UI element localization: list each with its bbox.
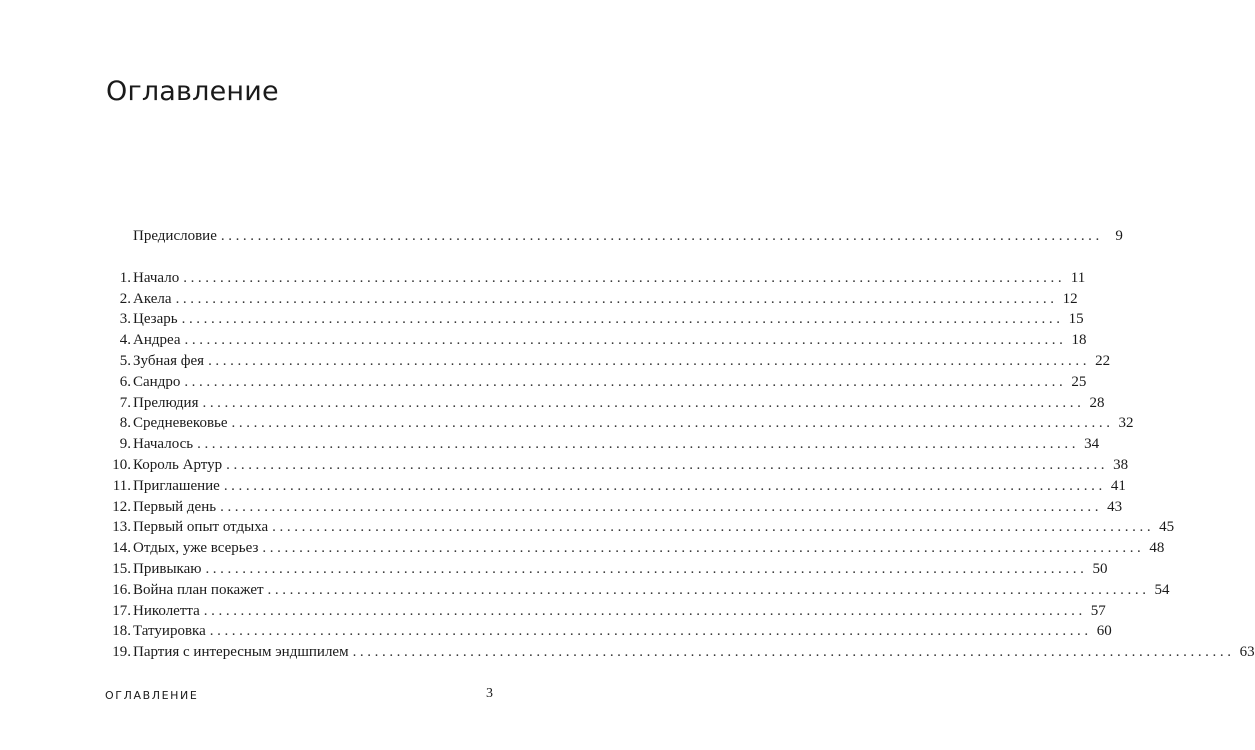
toc-entry-label: Война план покажет	[133, 581, 264, 598]
toc-entry-page: 11	[1070, 269, 1086, 286]
toc-entry-page: 50	[1092, 560, 1108, 577]
dot-leader: ........................................................................................................................	[208, 352, 1091, 369]
toc-entry-page: 41	[1110, 477, 1126, 494]
toc-entry-page: 38	[1113, 456, 1129, 473]
dot-leader: ........................................................................................................................	[352, 644, 1235, 661]
toc-entry-label: Средневековье	[133, 415, 228, 432]
toc-entry-number: 5.	[119, 352, 131, 369]
toc-entry	[104, 434, 1100, 455]
toc-entry-label: Предисловие	[133, 228, 217, 244]
dot-leader: ........................................................................................................................	[267, 581, 1150, 598]
toc-entry	[104, 559, 1108, 580]
toc-entry-label: Партия с интересным эндшпилем	[133, 644, 349, 661]
toc-entry-page: 9	[1115, 228, 1123, 244]
toc-entry-number: 15.	[112, 560, 131, 577]
toc-entry	[104, 413, 1134, 434]
toc-entry-label: Акела	[133, 290, 172, 307]
toc-entry	[104, 621, 1112, 642]
toc-entry	[104, 642, 1255, 663]
toc-entry-label: Сандро	[133, 373, 181, 390]
toc-entry-number: 16.	[112, 581, 131, 598]
toc-entry	[104, 309, 1084, 330]
dot-leader: ........................................................................................................................	[203, 602, 1086, 619]
toc-entry	[104, 538, 1165, 559]
running-head: ОГЛАВЛЕНИЕ	[105, 689, 199, 702]
toc-entry	[104, 455, 1129, 476]
dot-leader: ........................................................................................................................	[205, 560, 1088, 577]
dot-leader: ........................................................................................................................	[231, 415, 1114, 432]
toc-entry	[104, 393, 1105, 414]
toc-entry-page: 28	[1089, 394, 1105, 411]
dot-leader: ........................................................................................................................	[272, 519, 1155, 536]
toc-entry	[104, 580, 1170, 601]
toc-entry-label: Татуировка	[133, 623, 206, 640]
toc-entry-page: 34	[1084, 436, 1100, 453]
toc-entry-label: Цезарь	[133, 311, 178, 328]
dot-leader: ........................................................................................................................	[223, 477, 1106, 494]
table-of-contents	[104, 226, 1255, 663]
toc-entry-number: 2.	[119, 290, 131, 307]
page-title: Оглавление	[106, 76, 279, 107]
toc-entry-preface	[104, 226, 1123, 247]
toc-entry-label: Отдых, уже всерьез	[133, 540, 259, 557]
toc-entry-label: Николетта	[133, 602, 200, 619]
toc-entry-label: Король Артур	[133, 456, 223, 473]
toc-entry-page: 25	[1071, 373, 1087, 390]
dot-leader: ........................................................................................................................	[220, 498, 1103, 515]
toc-entry	[104, 497, 1123, 518]
toc-entry-number: 8.	[119, 415, 131, 432]
toc-entry-number: 18.	[112, 623, 131, 640]
toc-entry-page: 60	[1096, 623, 1112, 640]
toc-entry-label: Первый день	[133, 498, 217, 515]
toc-entry-page: 12	[1062, 290, 1078, 307]
dot-leader: ........................................................................................................................	[202, 394, 1085, 411]
toc-entry	[104, 517, 1175, 538]
dot-leader: ........................................................................................................................	[197, 436, 1080, 453]
toc-entry-page: 57	[1090, 602, 1106, 619]
toc-entry-page: 22	[1095, 352, 1111, 369]
toc-entry	[104, 289, 1078, 310]
toc-entry	[104, 372, 1087, 393]
dot-leader: ........................................................................................................................	[184, 373, 1067, 390]
toc-entry-label: Прелюдия	[133, 394, 199, 411]
toc-entry-label: Приглашение	[133, 477, 220, 494]
toc-entry	[104, 330, 1087, 351]
toc-entry-number: 11.	[112, 477, 131, 494]
toc-entry-number: 4.	[119, 332, 131, 349]
toc-entry-page: 18	[1071, 332, 1087, 349]
toc-entry-page: 63	[1239, 644, 1255, 661]
toc-entry-label: Первый опыт отдыха	[133, 519, 269, 536]
toc-entry-number: 3.	[119, 311, 131, 328]
toc-entry-number: 1.	[119, 269, 131, 286]
toc-entry	[104, 268, 1086, 289]
toc-entry-number: 9.	[119, 436, 131, 453]
toc-entry-number: 7.	[119, 394, 131, 411]
dot-leader: ........................................................................................................................	[220, 228, 1103, 244]
toc-entry-page: 32	[1118, 415, 1134, 432]
toc-entry-label: Привыкаю	[133, 560, 202, 577]
toc-entry-number: 19.	[112, 644, 131, 661]
dot-leader: ........................................................................................................................	[175, 290, 1058, 307]
dot-leader: ........................................................................................................................	[184, 332, 1067, 349]
toc-entry	[104, 601, 1106, 622]
dot-leader: ........................................................................................................................	[181, 311, 1064, 328]
dot-leader: ........................................................................................................................	[262, 540, 1145, 557]
toc-entry-label: Андреа	[133, 332, 181, 349]
toc-entry-page: 54	[1154, 581, 1170, 598]
chapter-list	[104, 268, 1255, 663]
toc-entry-number: 14.	[112, 540, 131, 557]
toc-entry-label: Зубная фея	[133, 352, 205, 369]
toc-entry-label: Началось	[133, 436, 194, 453]
toc-entry-page: 45	[1159, 519, 1175, 536]
toc-entry-number: 17.	[112, 602, 131, 619]
toc-entry	[104, 476, 1126, 497]
page-number: 3	[486, 686, 493, 701]
dot-leader: ........................................................................................................................	[183, 269, 1066, 286]
toc-entry-number: 12.	[112, 498, 131, 515]
toc-entry-page: 43	[1107, 498, 1123, 515]
toc-entry	[104, 351, 1111, 372]
toc-entry-number: 10.	[112, 456, 131, 473]
toc-entry-number: 6.	[119, 373, 131, 390]
toc-entry-label: Начало	[133, 269, 180, 286]
toc-entry-page: 15	[1068, 311, 1084, 328]
toc-entry-page: 48	[1149, 540, 1165, 557]
dot-leader: ........................................................................................................................	[226, 456, 1109, 473]
toc-entry-number: 13.	[112, 519, 131, 536]
dot-leader: ........................................................................................................................	[209, 623, 1092, 640]
